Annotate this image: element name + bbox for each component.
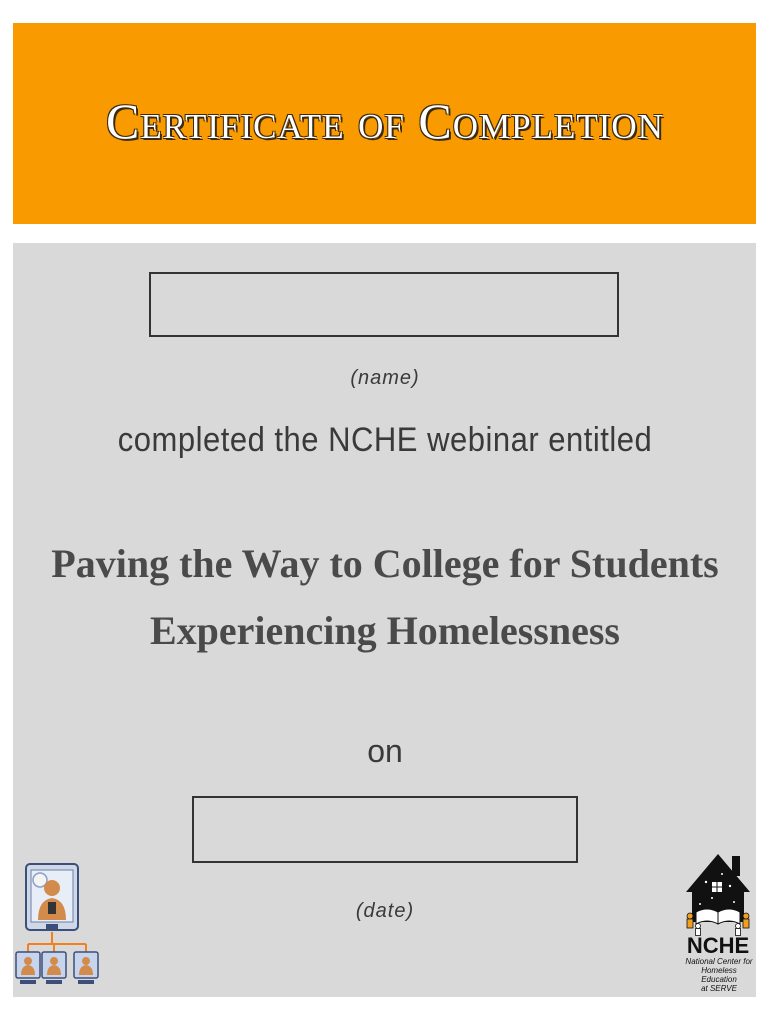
name-field[interactable] (149, 272, 619, 337)
nche-caption: National Center for Homeless Education at SERVE (685, 957, 753, 993)
webinar-title: Paving the Way to College for Students Experiencing Homelessness (51, 541, 719, 653)
name-caption: (name) (350, 367, 420, 389)
completed-statement: completed the NCHE webinar entitled (117, 419, 653, 460)
on-label: on (367, 733, 403, 769)
nche-logo-text: NCHE (686, 933, 750, 958)
certificate-title: Certificate of Completion (106, 93, 664, 149)
date-field[interactable] (192, 796, 578, 863)
date-caption: (date) (355, 900, 415, 922)
webinar-network-icon (14, 862, 104, 990)
